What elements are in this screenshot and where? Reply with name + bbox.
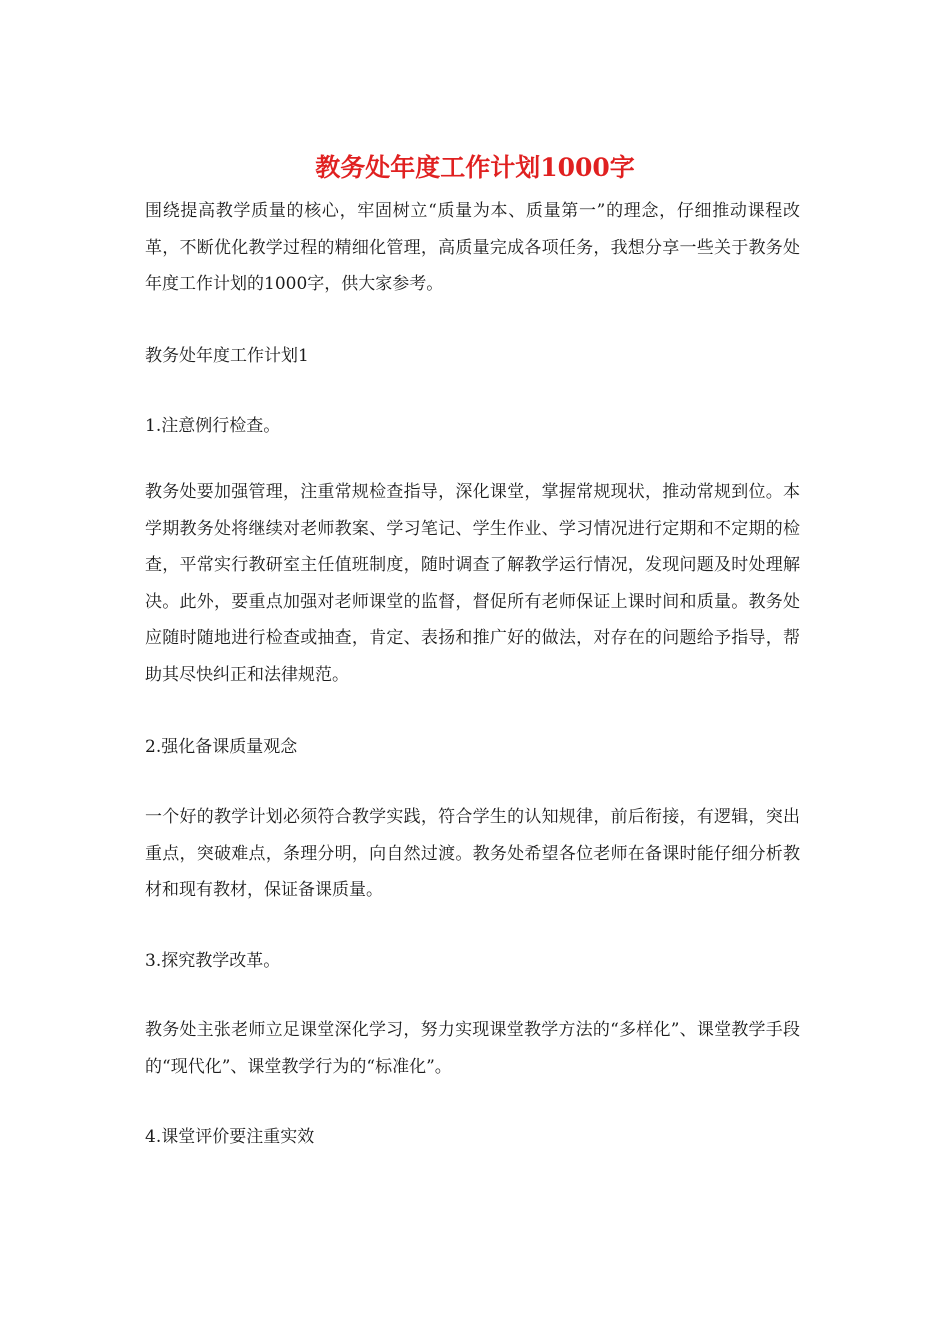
item-heading-4: 4.课堂评价要注重实效	[145, 1127, 315, 1147]
document-title: 教务处年度工作计划1000字	[315, 153, 635, 182]
item-heading-2: 2.强化备课质量观念	[145, 737, 298, 757]
item-paragraph-1: 教务处要加强管理，注重常规检查指导，深化课堂，掌握常规现状，推动常规到位。本学期教务处将继续对老师教案、学习笔记、学生作业、学习情况进行定期和不定期的检查，平常实行教研室主任值班制度，随时调查了解教学运行情况，发现问题及时处理解决。此外，要重点加强对老师课堂的监督，督促所有老师保证上课时间和质量。教务处应随时随地进行检查或抽查，肯定、表扬和推广好的做法，对存在的问题给予指导，帮助其尽快纠正和法律规范。	[145, 482, 800, 685]
item-heading-1: 1.注意例行检查。	[145, 416, 281, 436]
item-paragraph-3: 教务处主张老师立足课堂深化学习，努力实现课堂教学方法的“多样化”、课堂教学手段的“现代化”、课堂教学行为的“标准化”。	[145, 1020, 800, 1077]
intro-paragraph: 围绕提高教学质量的核心，牢固树立“质量为本、质量第一”的理念，仔细推动课程改革，不断优化教学过程的精细化管理，高质量完成各项任务，我想分享一些关于教务处年度工作计划的1000字，供大家参考。	[145, 201, 800, 294]
item-heading-3: 3.探究教学改革。	[145, 951, 281, 971]
item-paragraph-2: 一个好的教学计划必须符合教学实践，符合学生的认知规律，前后衔接，有逻辑，突出重点，突破难点，条理分明，向自然过渡。教务处希望各位老师在备课时能仔细分析教材和现有教材，保证备课质量。	[145, 807, 800, 900]
section-title: 教务处年度工作计划1	[145, 346, 309, 366]
